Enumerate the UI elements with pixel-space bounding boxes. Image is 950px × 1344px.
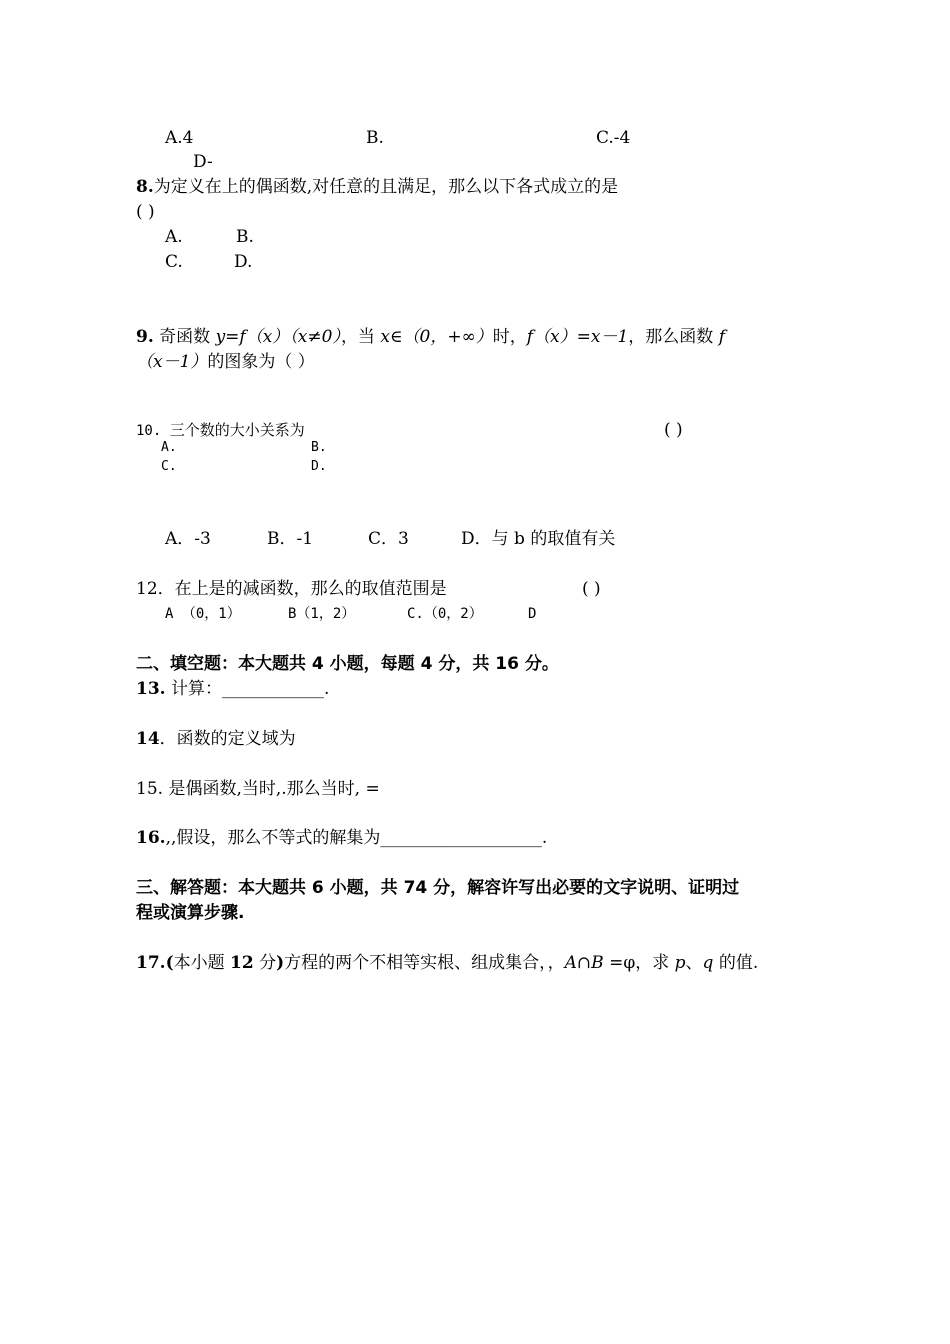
q12-option-a: A （0，1） [165,606,241,622]
q12-option-b: B（1，2） [288,606,356,622]
section-3-heading-line1: 三、解答题：本大题共 6 小题，共 74 分，解容许写出必要的文字说明、证明过 [136,878,740,898]
q12-number: 12 [136,579,158,599]
q17-close: ) [276,953,285,973]
q7-option-b: B. [366,128,384,148]
q8-option-a: A. [165,227,183,247]
q9-question-line2 [136,351,315,373]
q15-number: 15. [136,779,164,799]
q13-answer-blank: ____________ [221,679,324,699]
q16-text: ,,假设，那么不等式的解集为 [165,828,381,848]
q12-option-c: C.（0，2） [407,606,483,622]
q12-paren: ( ) [582,579,601,599]
q11-option-c: C．3 [368,529,409,549]
q9-domain-expr: x∈（0，+∞） [380,327,493,347]
q11-option-d: D．与 b 的取值有关 [461,529,616,549]
q9-text-e: 的图象为（ ） [207,352,315,372]
q13-question [136,678,329,700]
q15-text: 是偶函数,当时,.那么当时, = [163,779,380,799]
section-3-heading-line2: 程或演算步骤. [136,903,245,923]
q13-end: . [323,679,330,699]
q7-option-c: C.-4 [596,128,631,148]
q10-text: 三个数的大小关系为 [169,421,305,439]
q16-end: . [541,828,548,848]
q9-f-symbol: f [718,327,725,347]
q9-function-expr: y=f（x）（x≠0） [215,327,341,347]
q11-option-b: B．-1 [267,529,314,549]
q9-number: 9. [136,327,154,347]
q11-option-a: A．-3 [165,529,211,549]
q16-answer-blank: ___________________ [380,828,542,848]
q13-number: 13. [136,679,166,699]
q9-question-line1 [136,326,725,348]
q15-question [136,778,380,800]
q9-text-b: ，当 [340,327,381,347]
q17-end: 的值. [713,953,759,973]
section-2-heading: 二、填空题：本大题共 4 小题，每题 4 分，共 16 分。 [136,654,559,674]
q17-unit: 分 [253,953,277,973]
q8-number: 8. [136,177,154,197]
q13-text: 计算： [165,679,222,699]
q17-text-b: 方程的两个不相等实根、组成集合，， [284,953,565,973]
q12-option-d: D [528,606,537,622]
q14-number: 14 [136,729,160,749]
q8-question [136,176,618,198]
q10-option-c: C. [161,459,177,474]
q9-text-d: ，那么函数 [628,327,719,347]
q12-text: ．在上是的减函数，那么的取值范围是 [157,579,447,599]
q8-option-b: B. [236,227,254,247]
q17-sep: 、 [685,953,703,973]
q17-q: q [702,953,714,973]
q10-option-d: D. [311,459,327,474]
q8-option-d: D. [234,252,253,272]
q12-question [136,578,447,600]
q17-eq: =φ，求 [603,953,675,973]
q17-score: 12 [230,953,254,973]
q14-question [136,728,296,750]
q7-option-d: D- [193,152,213,172]
q9-arg-expr: （x－1） [136,352,208,372]
q10-option-b: B. [311,440,327,455]
q17-number: 17.( [136,953,174,973]
q17-question [136,952,758,974]
q16-number: 16. [136,828,166,848]
q14-text: ．函数的定义域为 [159,729,296,749]
q8-paren: ( ) [136,202,155,222]
q9-text-a: 奇函数 [153,327,216,347]
q17-set-expr: A∩B [564,953,604,973]
q17-p: p [674,953,686,973]
q10-option-a: A. [161,440,177,455]
q8-text: 为定义在上的偶函数,对任意的且满足，那么以下各式成立的是 [153,177,619,197]
q9-text-c: 时， [492,327,527,347]
q10-number: 10. [136,423,162,439]
q9-f-expr: f（x）=x－1 [526,327,629,347]
q7-option-a: A.4 [165,128,194,148]
q10-paren: ( ) [664,420,683,440]
q8-option-c: C. [165,252,183,272]
q17-text-a: 本小题 [173,953,231,973]
q16-question [136,827,547,849]
